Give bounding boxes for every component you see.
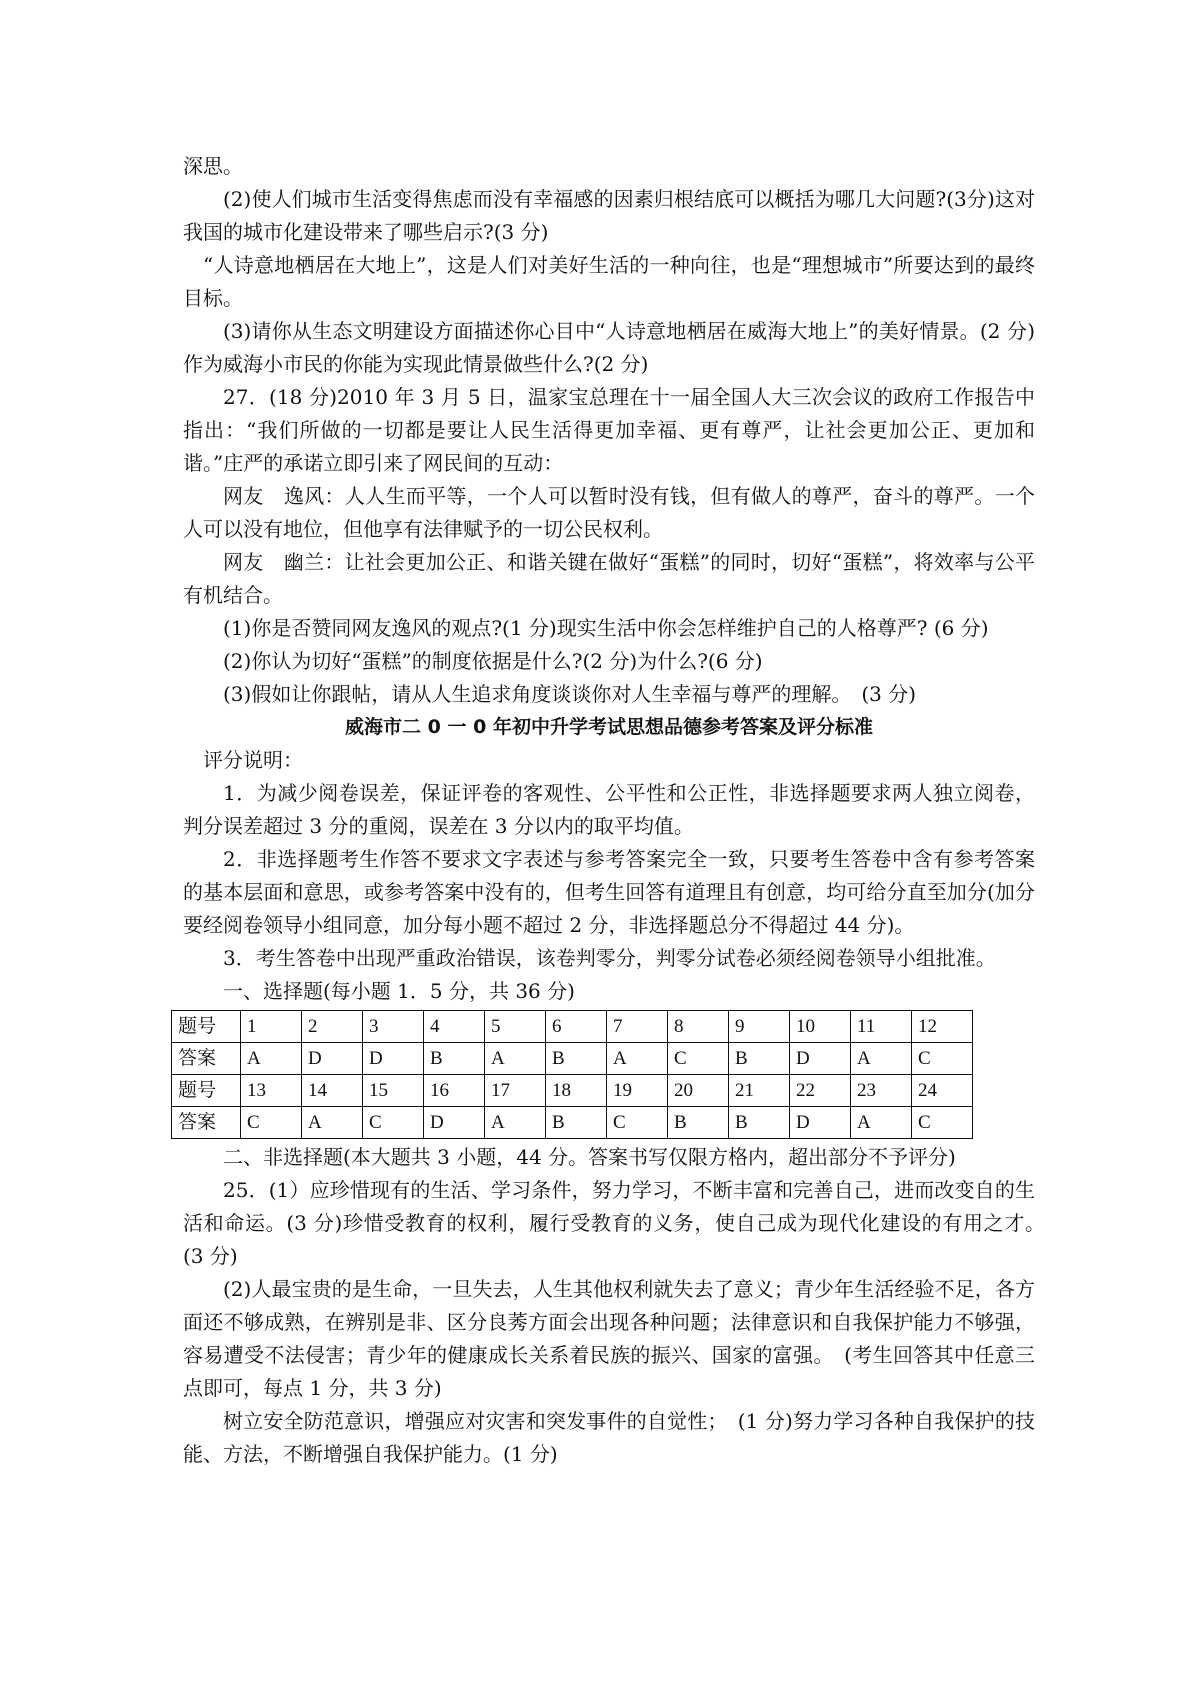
answer-25-part-2: (2)人最宝贵的是生命，一旦失去，人生其他权利就失去了意义；青少年生活经验不足，各方面还不够成熟，在辨别是非、区分良莠方面会出现各种问题；法律意识和自我保护能力不够强，容易遭受不法侵害；青少年的健康成长关系着民族的振兴、国家的富强。 (考生回答其中任意三点即可，每点 1 分，共 3 分) (183, 1277, 1035, 1400)
table-row (172, 1075, 973, 1107)
table-cell: 4 (424, 1011, 485, 1043)
scoring-rule-3: 3．考生答卷中出现严重政治错误，该卷判零分，判零分试卷必须经阅卷领导小组批准。 (223, 946, 996, 970)
table-row (172, 1107, 973, 1139)
table-cell: A (485, 1043, 546, 1075)
section-2-heading: 二、非选择题(本大题共 3 小题，44 分。答案书写仅限方格内，超出部分不予评分) (223, 1145, 956, 1169)
table-cell: 9 (729, 1011, 790, 1043)
table-cell: 16 (424, 1075, 485, 1107)
table-cell: D (790, 1107, 851, 1139)
table-cell: B (729, 1107, 790, 1139)
question-27-part-2: (2)你认为切好“蛋糕”的制度依据是什么?(2 分)为什么?(6 分) (223, 649, 763, 673)
question-26-part-2: (2)使人们城市生活变得焦虑而没有幸福感的因素归根结底可以概括为哪几大问题?(3分)这对我国的城市化建设带来了哪些启示?(3 分) (183, 187, 1035, 244)
table-cell: C (607, 1107, 668, 1139)
answer-25-part-3: 树立安全防范意识，增强应对灾害和突发事件的自觉性； (1 分)努力学习各种自我保护的技能、方法，不断增强自我保护能力。(1 分) (183, 1409, 1035, 1466)
table-cell: A (607, 1043, 668, 1075)
table-cell: 18 (546, 1075, 607, 1107)
table-cell: C (912, 1043, 973, 1075)
document-page (178, 150, 1055, 1471)
table-cell: 24 (912, 1075, 973, 1107)
table-cell: 19 (607, 1075, 668, 1107)
table-cell: 2 (302, 1011, 363, 1043)
answer-key-title: 威海市二 0 一 0 年初中升学考试思想品德参考答案及评分标准 (345, 716, 873, 738)
table-cell: C (363, 1107, 424, 1139)
table-cell: B (546, 1043, 607, 1075)
question-27-part-1: (1)你是否赞同网友逸风的观点?(1 分)现实生活中你会怎样维护自己的人格尊严? (6 分) (223, 616, 989, 640)
table-cell: 题号 (172, 1011, 241, 1043)
table-cell: C (668, 1043, 729, 1075)
table-cell: 5 (485, 1011, 546, 1043)
table-cell: C (241, 1107, 302, 1139)
table-cell: 8 (668, 1011, 729, 1043)
table-cell: 3 (363, 1011, 424, 1043)
table-cell: 答案 (172, 1043, 241, 1075)
table-cell: 13 (241, 1075, 302, 1107)
table-cell: 14 (302, 1075, 363, 1107)
table-cell: 答案 (172, 1107, 241, 1139)
table-cell: D (363, 1043, 424, 1075)
table-cell: D (790, 1043, 851, 1075)
table-cell: 17 (485, 1075, 546, 1107)
netizen-yifeng-comment: 网友 逸风：人人生而平等，一个人可以暂时没有钱，但有做人的尊严，奋斗的尊严。一个人可以没有地位，但他享有法律赋予的一切公民权利。 (183, 484, 1035, 541)
question-26-part-3: (3)请你从生态文明建设方面描述你心目中“人诗意地栖居在威海大地上”的美好情景。(2 分)作为威海小市民的你能为实现此情景做些什么?(2 分) (183, 319, 1035, 376)
table-cell: 20 (668, 1075, 729, 1107)
table-cell: B (668, 1107, 729, 1139)
table-cell: 15 (363, 1075, 424, 1107)
question-27-part-3: (3)假如让你跟帖，请从人生追求角度谈谈你对人生幸福与尊严的理解。 (3 分) (223, 682, 917, 706)
quote-paragraph: “人诗意地栖居在大地上”，这是人们对美好生活的一种向往，也是“理想城市”所要达到的最终目标。 (183, 253, 1035, 310)
table-row (172, 1043, 973, 1075)
section-1-heading: 一、选择题(每小题 1．5 分，共 36 分) (223, 979, 575, 1003)
text-line: 深思。 (183, 154, 243, 178)
table-cell: B (546, 1107, 607, 1139)
table-cell: 7 (607, 1011, 668, 1043)
table-cell: B (424, 1043, 485, 1075)
table-cell: C (912, 1107, 973, 1139)
table-cell: 22 (790, 1075, 851, 1107)
table-row (172, 1011, 973, 1043)
table-cell: 题号 (172, 1075, 241, 1107)
table-cell: 12 (912, 1011, 973, 1043)
table-cell: 23 (851, 1075, 912, 1107)
table-cell: D (424, 1107, 485, 1139)
table-cell: B (729, 1043, 790, 1075)
question-27-intro: 27．(18 分)2010 年 3 月 5 日，温家宝总理在十一届全国人大三次会议的政府工作报告中指出：“我们所做的一切都是要让人民生活得更加幸福、更有尊严，让社会更加公正、更加和谐。”庄严的承诺立即引来了网民间的互动： (183, 385, 1035, 475)
table-cell: A (851, 1107, 912, 1139)
table-cell: A (851, 1043, 912, 1075)
table-cell: 6 (546, 1011, 607, 1043)
table-cell: 1 (241, 1011, 302, 1043)
scoring-rule-1: 1．为减少阅卷误差，保证评卷的客观性、公平性和公正性，非选择题要求两人独立阅卷，判分误差超过 3 分的重阅，误差在 3 分以内的取平均值。 (183, 781, 1035, 838)
table-cell: 11 (851, 1011, 912, 1043)
scoring-rule-2: 2．非选择题考生作答不要求文字表述与参考答案完全一致，只要考生答卷中含有参考答案的基本层面和意思，或参考答案中没有的，但考生回答有道理且有创意，均可给分直至加分(加分要经阅卷领导小组同意，加分每小题不超过 2 分，非选择题总分不得超过 44 分)。 (183, 847, 1035, 937)
table-cell: 21 (729, 1075, 790, 1107)
answer-25-part-1: 25．(1）应珍惜现有的生活、学习条件，努力学习，不断丰富和完善自己，进而改变自的生活和命运。(3 分)珍惜受教育的权利，履行受教育的义务，使自己成为现代化建设的有用之才。 (3 分) (183, 1178, 1055, 1268)
netizen-youlan-comment: 网友 幽兰：让社会更加公正、和谐关键在做好“蛋糕”的同时，切好“蛋糕”，将效率与公平有机结合。 (183, 550, 1035, 607)
table-cell: A (241, 1043, 302, 1075)
table-cell: A (302, 1107, 363, 1139)
table-cell: A (485, 1107, 546, 1139)
table-cell: 10 (790, 1011, 851, 1043)
table-cell: D (302, 1043, 363, 1075)
scoring-notes-heading: 评分说明： (203, 748, 303, 772)
multiple-choice-answer-table (171, 1010, 973, 1139)
